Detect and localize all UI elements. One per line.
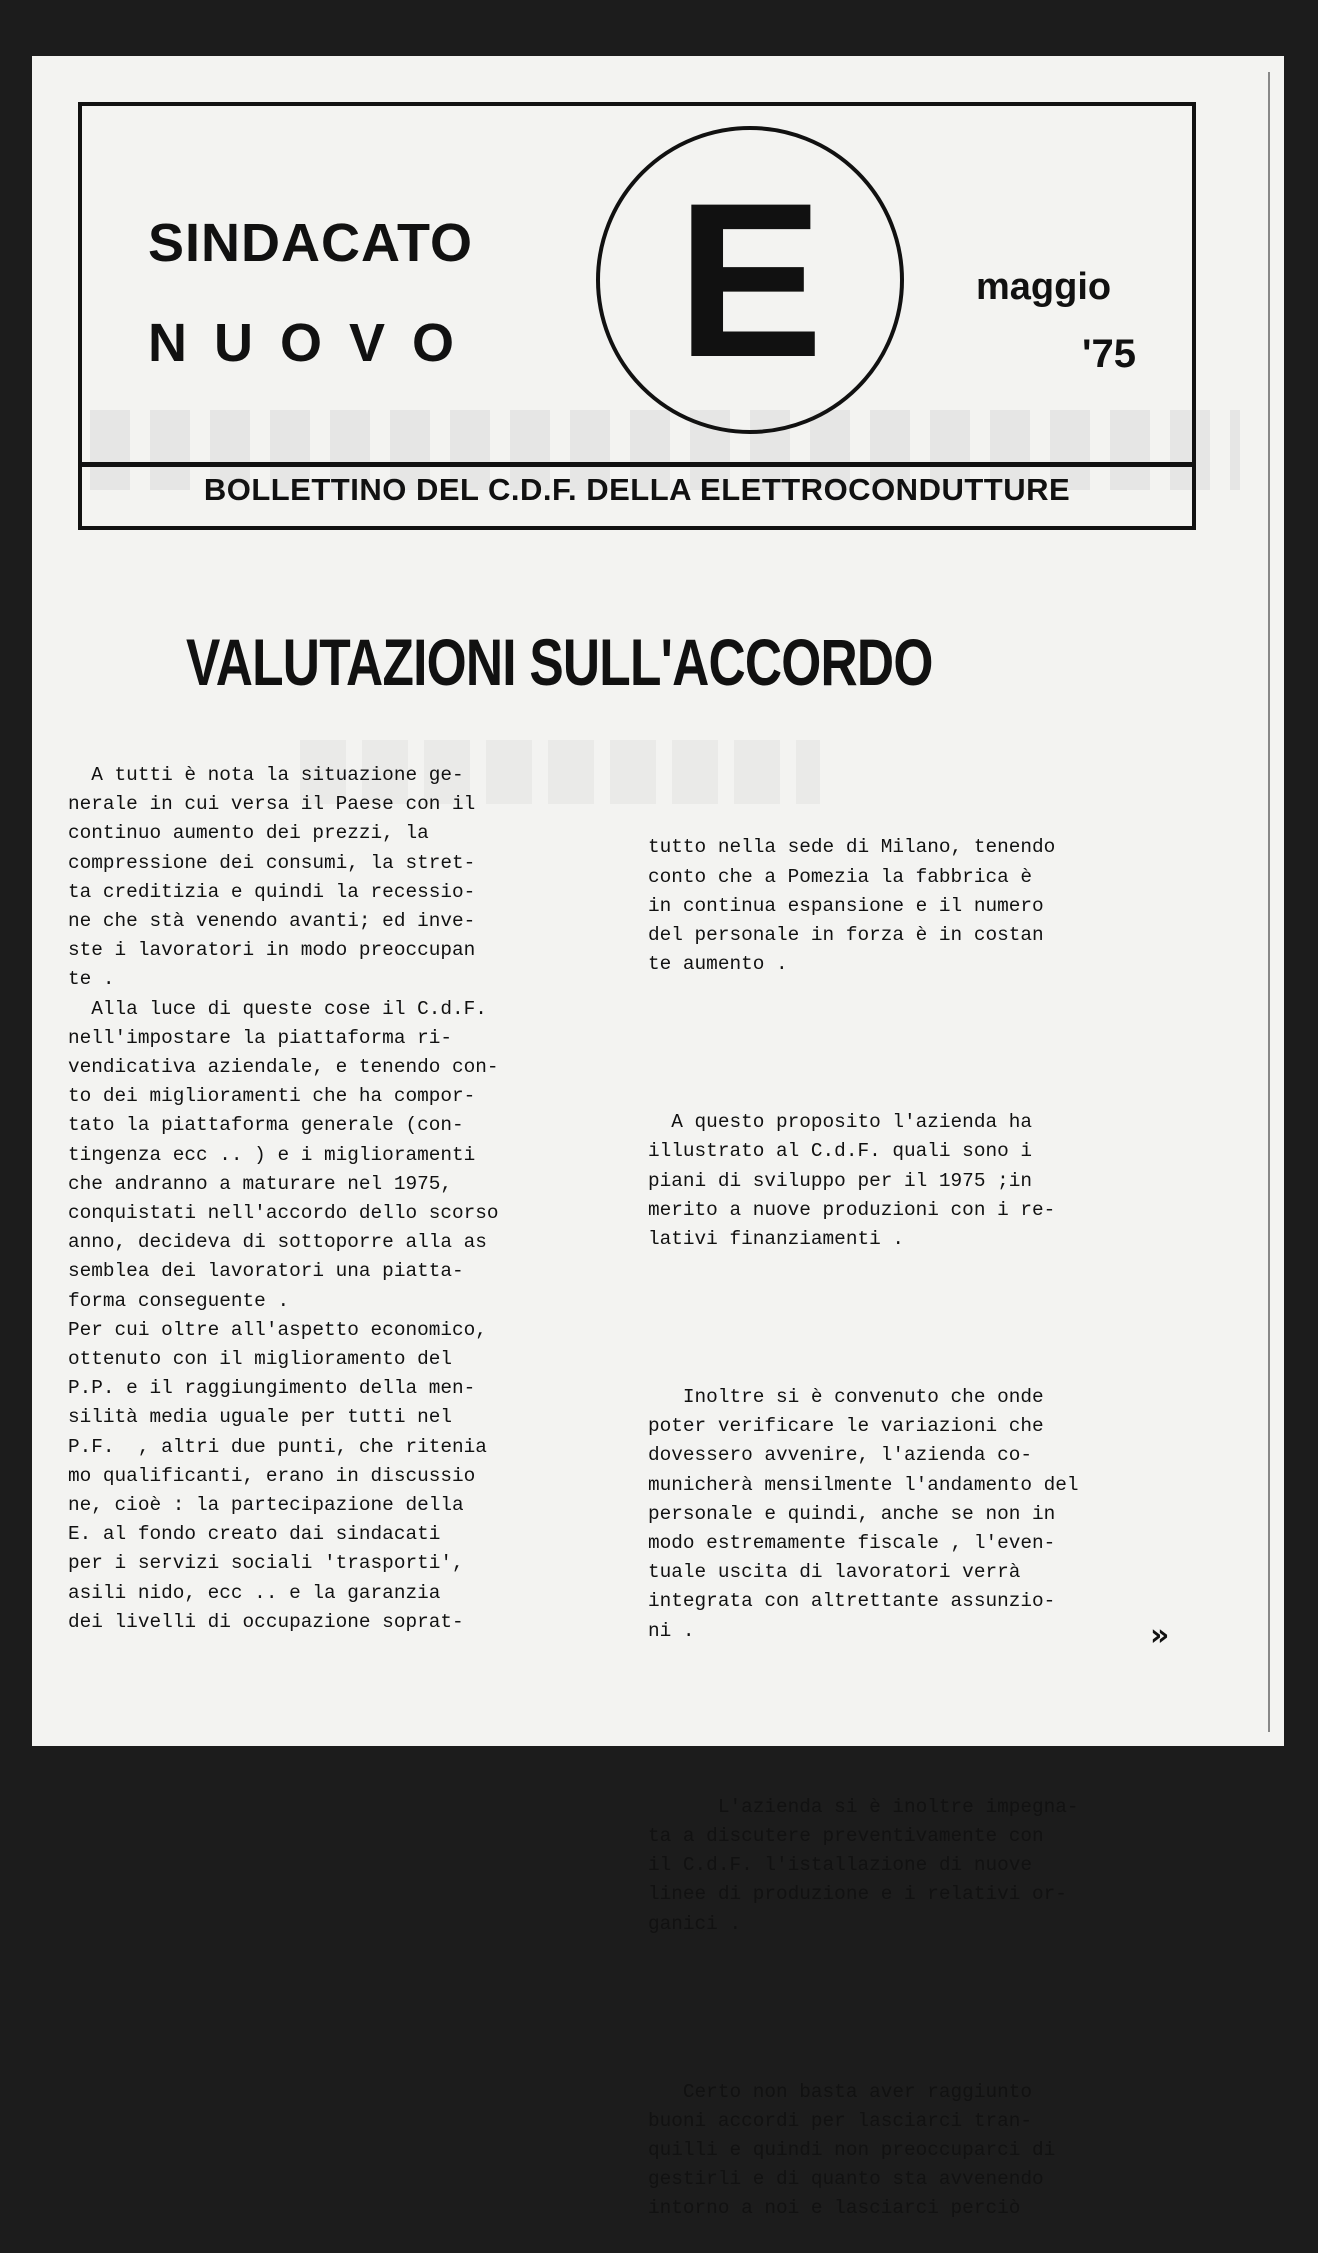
text-line: piani di sviluppo per il 1975 ;in	[648, 1169, 1032, 1192]
paragraph	[648, 1383, 1208, 1646]
logo-letter: E	[676, 157, 824, 403]
text-line: che andranno a maturare nel 1975,	[68, 1172, 452, 1195]
masthead-title-line2: N U O V O	[148, 313, 461, 373]
text-line: nerale in cui versa il Paese con il	[68, 793, 476, 816]
text-line: tingenza ecc .. ) e i miglioramenti	[68, 1143, 476, 1166]
text-line: asili nido, ecc .. e la garanzia	[68, 1581, 441, 1604]
text-line: vendicativa aziendale, e tenendo con-	[68, 1056, 499, 1079]
text-line: ne che stà venendo avanti; ed inve-	[68, 910, 476, 933]
text-line: P.P. e il raggiungimento della men-	[68, 1377, 476, 1400]
paragraph	[648, 2078, 1208, 2224]
issue-month: maggio	[976, 266, 1112, 308]
text-line: in continua espansione e il numero	[648, 894, 1044, 917]
issue-year: '75	[1082, 332, 1137, 376]
text-line: dovessero avvenire, l'azienda co-	[648, 1444, 1032, 1467]
article-column-right	[648, 775, 1208, 2253]
paragraph	[648, 1108, 1208, 1254]
text-line: conquistati nell'accordo dello scorso	[68, 1202, 499, 1225]
text-line: il C.d.F. l'istallazione di nuove	[648, 1854, 1032, 1877]
text-line: anno, decideva di sottoporre alla as	[68, 1231, 487, 1254]
text-line: ottenuto con il miglioramento del	[68, 1348, 452, 1371]
text-line: personale e quindi, anche se non in	[648, 1502, 1056, 1525]
text-line: forma conseguente .	[68, 1289, 290, 1312]
page-edge-line	[1268, 72, 1270, 1732]
text-line: nell'impostare la piattaforma ri-	[68, 1026, 452, 1049]
text-line: to dei miglioramenti che ha compor-	[68, 1085, 476, 1108]
text-line: merito a nuove produzioni con i re-	[648, 1198, 1056, 1221]
text-line: illustrato al C.d.F. quali sono i	[648, 1140, 1032, 1163]
paragraph	[648, 833, 1208, 979]
text-line: modo estremamente fiscale , l'even-	[648, 1532, 1056, 1555]
text-line: poter verificare le variazioni che	[648, 1415, 1044, 1438]
masthead-subtitle: BOLLETTINO DEL C.D.F. DELLA ELETTROCONDUTTURE	[203, 472, 1071, 507]
text-line: E. al fondo creato dai sindacati	[68, 1523, 441, 1546]
masthead	[78, 102, 1196, 530]
text-line: buoni accordi per lasciarci tran-	[648, 2109, 1032, 2132]
article-headline: VALUTAZIONI SULL'ACCORDO	[186, 625, 933, 699]
text-line: semblea dei lavoratori una piatta-	[68, 1260, 464, 1283]
text-line: quilli e quindi non preoccuparci di	[648, 2138, 1056, 2161]
text-line: ta a discutere preventivamente con	[648, 1824, 1044, 1847]
text-line: Certo non basta aver raggiunto	[648, 2080, 1032, 2103]
text-line: P.F. , altri due punti, che ritenia	[68, 1435, 487, 1458]
article-column-left	[68, 761, 608, 1637]
text-line: linee di produzione e i relativi or-	[648, 1883, 1067, 1906]
text-line: ste i lavoratori in modo preoccupan	[68, 939, 476, 962]
text-line: Inoltre si è convenuto che onde	[648, 1386, 1044, 1409]
text-line: integrata con altrettante assunzio-	[648, 1590, 1056, 1613]
text-line: conto che a Pomezia la fabbrica è	[648, 865, 1032, 888]
text-line: lativi finanziamenti .	[648, 1228, 904, 1251]
text-line: te .	[68, 968, 115, 991]
masthead-title-line1: SINDACATO	[148, 213, 474, 273]
text-line: compressione dei consumi, la stret-	[68, 851, 476, 874]
continue-arrow: »	[1150, 1618, 1170, 1653]
text-line: ne, cioè : la partecipazione della	[68, 1494, 464, 1517]
text-line: ni .	[648, 1619, 695, 1642]
text-line: Alla luce di queste cose il C.d.F.	[68, 997, 487, 1020]
text-line: gestirli e di quanto sta avvenendo	[648, 2168, 1044, 2191]
paragraph	[648, 1793, 1208, 1939]
text-line: ganici .	[648, 1912, 742, 1935]
text-line: municherà mensilmente l'andamento del	[648, 1473, 1079, 1496]
text-line: tutto nella sede di Milano, tenendo	[648, 836, 1056, 859]
masthead-top	[82, 106, 1192, 467]
text-line: ta creditizia e quindi la recessio-	[68, 880, 476, 903]
text-line: tato la piattaforma generale (con-	[68, 1114, 464, 1137]
text-line: L'azienda si è inoltre impegna-	[648, 1795, 1079, 1818]
text-line: mo qualificanti, erano in discussio	[68, 1464, 476, 1487]
text-line: silità media uguale per tutti nel	[68, 1406, 452, 1429]
text-line: A questo proposito l'azienda ha	[648, 1111, 1032, 1134]
logo-circle	[596, 126, 904, 434]
text-line: A tutti è nota la situazione ge-	[68, 764, 464, 786]
text-line: dei livelli di occupazione soprat-	[68, 1610, 464, 1633]
text-line: del personale in forza è in costan	[648, 924, 1044, 947]
text-line: continuo aumento dei prezzi, la	[68, 822, 429, 845]
text-line: tuale uscita di lavoratori verrà	[648, 1561, 1021, 1584]
text-line: per i servizi sociali 'trasporti',	[68, 1552, 464, 1575]
text-line: te aumento .	[648, 953, 788, 976]
text-line: Per cui oltre all'aspetto economico,	[68, 1318, 487, 1341]
text-line: intorno a noi e lasciarci perciò	[648, 2197, 1021, 2220]
